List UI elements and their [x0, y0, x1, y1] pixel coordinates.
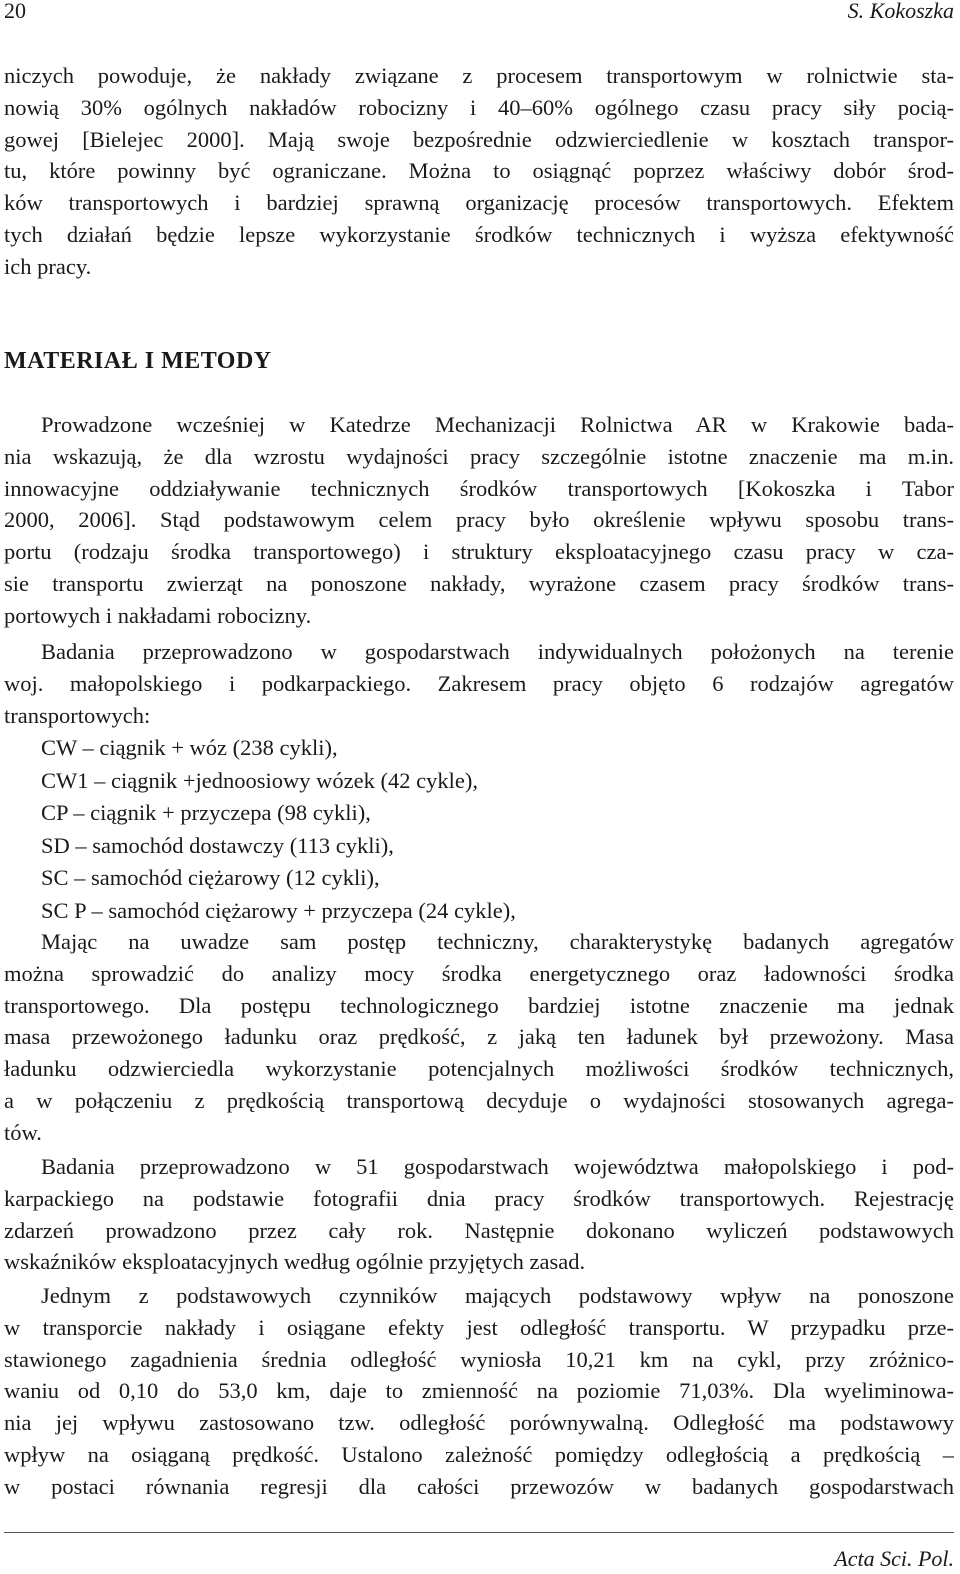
text-line: karpackiego na podstawie fotografii dnia pracy środków transportowych. Rejestrację: [4, 1185, 954, 1211]
paragraph-characteristics: [4, 926, 954, 1148]
text-line: ków transportowych i bardziej sprawną organizację procesów transportowych. Efektem: [4, 190, 954, 215]
text-line: niczych powoduje, że nakłady związane z procesem transportowym w rolnictwie sta-: [4, 63, 954, 88]
text-line: ich pracy.: [4, 253, 92, 279]
text-line: zdarzeń prowadzono przez cały rok. Następnie dokonano wyliczeń podstawowych: [4, 1217, 954, 1243]
section-heading: MATERIAŁ I METODY: [4, 348, 272, 374]
text-line: sie transportu zwierząt na ponoszone nakłady, wyrażone czasem pracy środków trans-: [4, 570, 954, 596]
aggregate-list: [41, 732, 516, 928]
text-line: woj. małopolskiego i podkarpackiego. Zakresem pracy objęto 6 rodzajów agregatów: [4, 670, 954, 696]
text-line: Mając na uwadze sam postęp techniczny, charakterystykę badanych agregatów: [41, 929, 954, 954]
list-item: SD – samochód dostawczy (113 cykli),: [41, 832, 394, 858]
text-line: Prowadzone wcześniej w Katedrze Mechanizacji Rolnictwa AR w Krakowie bada-: [41, 412, 954, 437]
text-line: innowacyjne oddziaływanie technicznych środków transportowych [Kokoszka i Tabor: [4, 475, 954, 501]
list-item: CW1 – ciągnik +jednoosiowy wózek (42 cykle),: [41, 767, 478, 793]
list-item: CW – ciągnik + wóz (238 cykli),: [41, 735, 338, 760]
paragraph-scope: [4, 636, 954, 731]
page-header: [4, 0, 954, 26]
text-line: Badania przeprowadzono w gospodarstwach indywidualnych położonych na terenie: [41, 639, 954, 664]
list-item: SC P – samochód ciężarowy + przyczepa (24 cykle),: [41, 897, 516, 923]
text-line: tych działań będzie lepsze wykorzystanie środków technicznych i wyższa efektywność: [4, 221, 954, 247]
text-line: tów.: [4, 1119, 42, 1145]
text-line: portu (rodzaju środka transportowego) i struktury eksploatacyjnego czasu pracy w cza-: [4, 539, 954, 564]
footer-divider: [4, 1532, 954, 1533]
text-line: gowej [Bielejec 2000]. Mają swoje bezpośrednie odzwierciedlenie w kosztach transpor-: [4, 126, 954, 152]
text-line: nia jej wpływu zastosowano tzw. odległość porównywalną. Odległość ma podstawowy: [4, 1410, 954, 1435]
text-line: w transporcie nakłady i osiągane efekty jest odległość transportu. W przypadku prze-: [4, 1314, 954, 1340]
paragraph-study: [4, 1151, 954, 1278]
paragraph-distance: [4, 1280, 954, 1502]
text-line: Jednym z podstawowych czynników mających podstawowy wpływ na ponoszone: [41, 1283, 954, 1308]
page-number: 20: [4, 0, 26, 23]
text-line: tu, które powinny być ograniczane. Można to osiągnąć poprzez właściwy dobór środ-: [4, 158, 954, 184]
list-item: SC – samochód ciężarowy (12 cykli),: [41, 865, 380, 891]
intro-paragraph: [4, 60, 954, 282]
text-line: portowych i nakładami robocizny.: [4, 602, 312, 628]
text-line: wpływ na osiąganą prędkość. Ustalono zależność pomiędzy odległością a prędkością –: [4, 1441, 954, 1467]
text-line: stawionego zagadnienia średnia odległość wyniosła 10,21 km na cykl, przy zróżnico-: [4, 1346, 954, 1372]
text-line: a w połączeniu z prędkością transportową decyduje o wydajności stosowanych agrega-: [4, 1087, 954, 1113]
paragraph-aims: [4, 409, 954, 631]
text-line: w postaci równania regresji dla całości przewozów w badanych gospodarstwach: [4, 1473, 954, 1499]
list-item: CP – ciągnik + przyczepa (98 cykli),: [41, 800, 371, 826]
text-line: masa przewożonego ładunku oraz prędkość, z jaką ten ładunek był przewożony. Masa: [4, 1024, 954, 1050]
text-line: nowią 30% ogólnych nakładów robocizny i 40–60% ogólnego czasu pracy siły pocią-: [4, 94, 954, 120]
text-line: transportowego. Dla postępu technologicznego bardziej istotne znaczenie ma jednak: [4, 992, 954, 1018]
text-line: nia wskazują, że dla wzrostu wydajności pracy szczególnie istotne znaczenie ma m.in.: [4, 443, 954, 469]
journal-footer: Acta Sci. Pol.: [834, 1546, 954, 1571]
text-line: można sprowadzić do analizy mocy środka energetycznego oraz ładowności środka: [4, 960, 954, 986]
text-line: 2000, 2006]. Stąd podstawowym celem pracy było określenie wpływu sposobu trans-: [4, 507, 954, 533]
text-line: Badania przeprowadzono w 51 gospodarstwach województwa małopolskiego i pod-: [41, 1154, 954, 1179]
text-line: wskaźników eksploatacyjnych według ogólnie przyjętych zasad.: [4, 1249, 586, 1275]
text-line: ładunku odzwierciedla wykorzystanie potencjalnych możliwości środków technicznych,: [4, 1056, 954, 1081]
text-line: transportowych:: [4, 702, 151, 728]
text-line: waniu od 0,10 do 53,0 km, daje to zmienność na poziomie 71,03%. Dla wyeliminowa-: [4, 1378, 954, 1404]
running-head-author: S. Kokoszka: [847, 0, 954, 23]
